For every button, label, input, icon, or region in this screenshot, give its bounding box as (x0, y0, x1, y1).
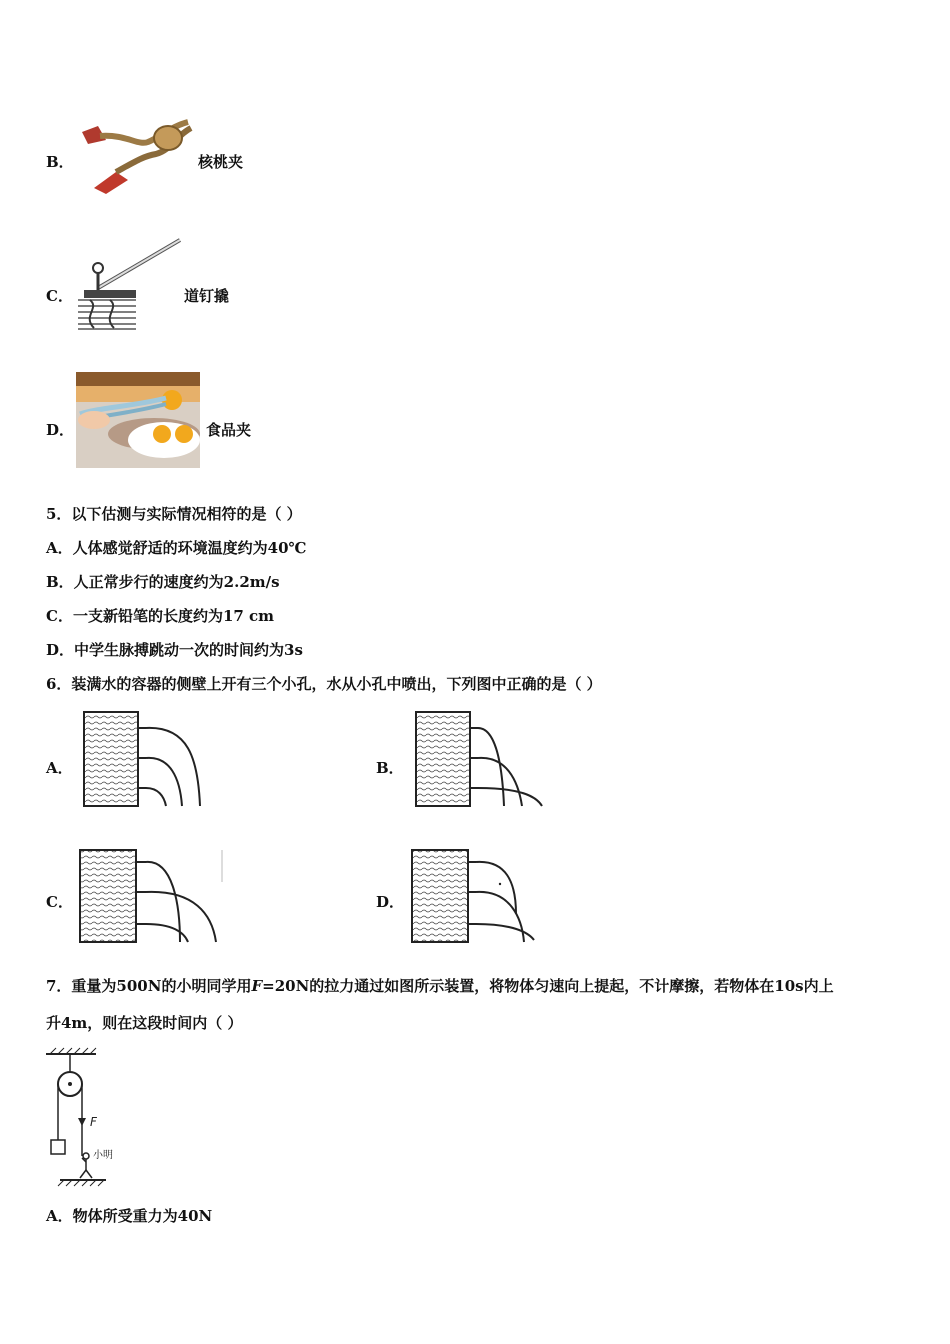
q7-option-a: A．物体所受重力为40N (46, 1207, 213, 1225)
option-letter-d: D． (46, 421, 75, 439)
option-d-label: 食品夹 (206, 421, 252, 439)
q7-force-symbol: F (251, 977, 263, 995)
question-7-stem-line2: 升4m，则在这段时间内（ ） (46, 1014, 243, 1032)
force-label: F (90, 1115, 97, 1129)
q7-stem-part-a: 7．重量为500N的小明同学用 (46, 977, 252, 995)
pulley-diagram (40, 1046, 140, 1188)
q5-option-a: A．人体感觉舒适的环境温度约为40℃ (46, 539, 307, 557)
question-7-stem-line1 (46, 976, 834, 996)
q6-label-b: B． (376, 759, 404, 777)
q6-label-d: D． (376, 893, 405, 911)
spike-puller-image (76, 236, 186, 332)
food-tongs-photo (76, 372, 200, 468)
person-label: 小明 (93, 1150, 113, 1161)
q7-stem-part-b: =20N的拉力通过如图所示装置，将物体匀速向上提起，不计摩擦，若物体在10s内上 (262, 977, 834, 995)
container-diagram-b (410, 708, 550, 810)
option-letter-c: C． (46, 287, 73, 305)
q6-label-a: A． (46, 759, 73, 777)
question-6-stem: 6．装满水的容器的侧壁上开有三个小孔，水从小孔中喷出，下列图中正确的是（ ） (46, 675, 602, 693)
q5-option-b: B．人正常步行的速度约为2.2m/s (46, 573, 280, 591)
option-letter-b: B． (46, 153, 74, 171)
container-diagram-a (78, 708, 208, 810)
q6-label-c: C． (46, 893, 73, 911)
q5-option-c: C．一支新铅笔的长度约为17 cm (46, 607, 275, 625)
container-diagram-d (406, 842, 546, 946)
container-diagram-c (76, 842, 226, 946)
option-b-label: 核桃夹 (198, 153, 244, 171)
q5-option-d: D．中学生脉搏跳动一次的时间约为3s (46, 641, 303, 659)
option-c-label: 道钉撬 (184, 287, 230, 305)
question-5-stem: 5．以下估测与实际情况相符的是（ ） (46, 505, 302, 523)
walnut-cracker-image (76, 106, 200, 198)
